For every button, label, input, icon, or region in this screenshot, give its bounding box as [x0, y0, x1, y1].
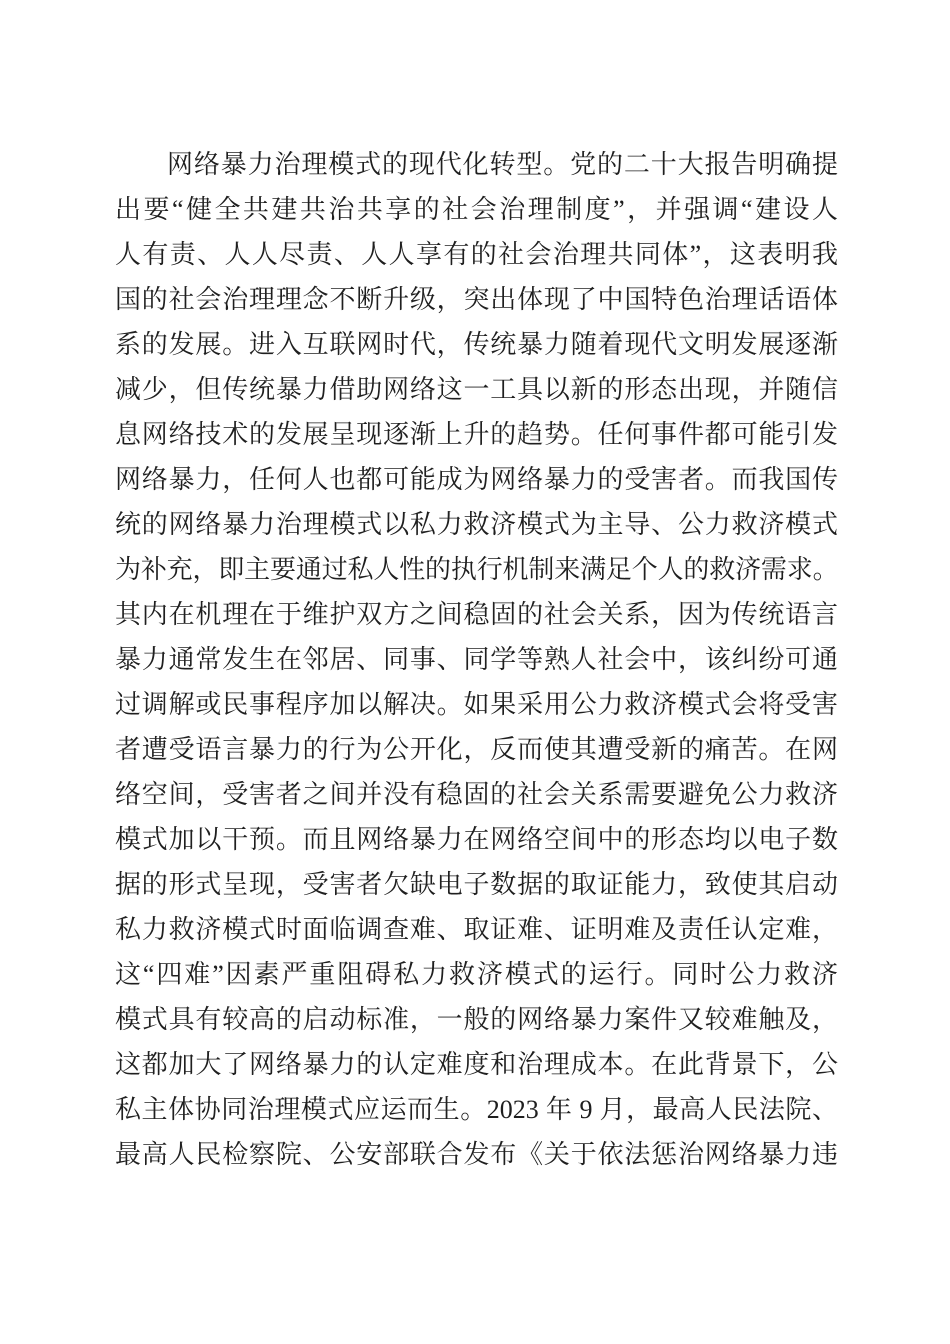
text-line: 人有责、人人尽责、人人享有的社会治理共同体”，这表明我	[115, 240, 838, 269]
text-line: 络空间，受害者之间并没有稳固的社会关系需要避免公力救济	[115, 780, 838, 809]
text-line: 模式加以干预。而且网络暴力在网络空间中的形态均以电子数	[115, 825, 838, 854]
text-line: 网络暴力治理模式的现代化转型。党的二十大报告明确提	[167, 150, 838, 179]
text-line: 据的形式呈现，受害者欠缺电子数据的取证能力，致使其启动	[115, 870, 838, 899]
text-line: 私力救济模式时面临调查难、取证难、证明难及责任认定难，	[115, 915, 838, 944]
text-line: 这都加大了网络暴力的认定难度和治理成本。在此背景下，公	[115, 1050, 838, 1079]
text-line: 这“四难”因素严重阻碍私力救济模式的运行。同时公力救济	[115, 960, 838, 989]
text-line: 私主体协同治理模式应运而生。2023 年 9 月，最高人民法院、	[115, 1095, 838, 1124]
text-line: 息网络技术的发展呈现逐渐上升的趋势。任何事件都可能引发	[115, 420, 838, 449]
text-line: 减少，但传统暴力借助网络这一工具以新的形态出现，并随信	[115, 375, 838, 404]
text-line: 出要“健全共建共治共享的社会治理制度”，并强调“建设人	[115, 195, 838, 224]
text-line: 国的社会治理理念不断升级，突出体现了中国特色治理话语体	[115, 285, 838, 314]
text-line: 最高人民检察院、公安部联合发布《关于依法惩治网络暴力违	[115, 1140, 838, 1169]
text-line: 暴力通常发生在邻居、同事、同学等熟人社会中，该纠纷可通	[115, 645, 838, 674]
text-line: 为补充，即主要通过私人性的执行机制来满足个人的救济需求。	[115, 555, 838, 584]
text-line: 模式具有较高的启动标准，一般的网络暴力案件又较难触及，	[115, 1005, 838, 1034]
text-line: 者遭受语言暴力的行为公开化，反而使其遭受新的痛苦。在网	[115, 735, 838, 764]
text-line: 过调解或民事程序加以解决。如果采用公力救济模式会将受害	[115, 690, 838, 719]
text-line: 统的网络暴力治理模式以私力救济模式为主导、公力救济模式	[115, 510, 838, 539]
text-line: 系的发展。进入互联网时代，传统暴力随着现代文明发展逐渐	[115, 330, 838, 359]
paragraph	[115, 142, 838, 1177]
text-line: 其内在机理在于维护双方之间稳固的社会关系，因为传统语言	[115, 600, 838, 629]
text-line: 网络暴力，任何人也都可能成为网络暴力的受害者。而我国传	[115, 465, 838, 494]
